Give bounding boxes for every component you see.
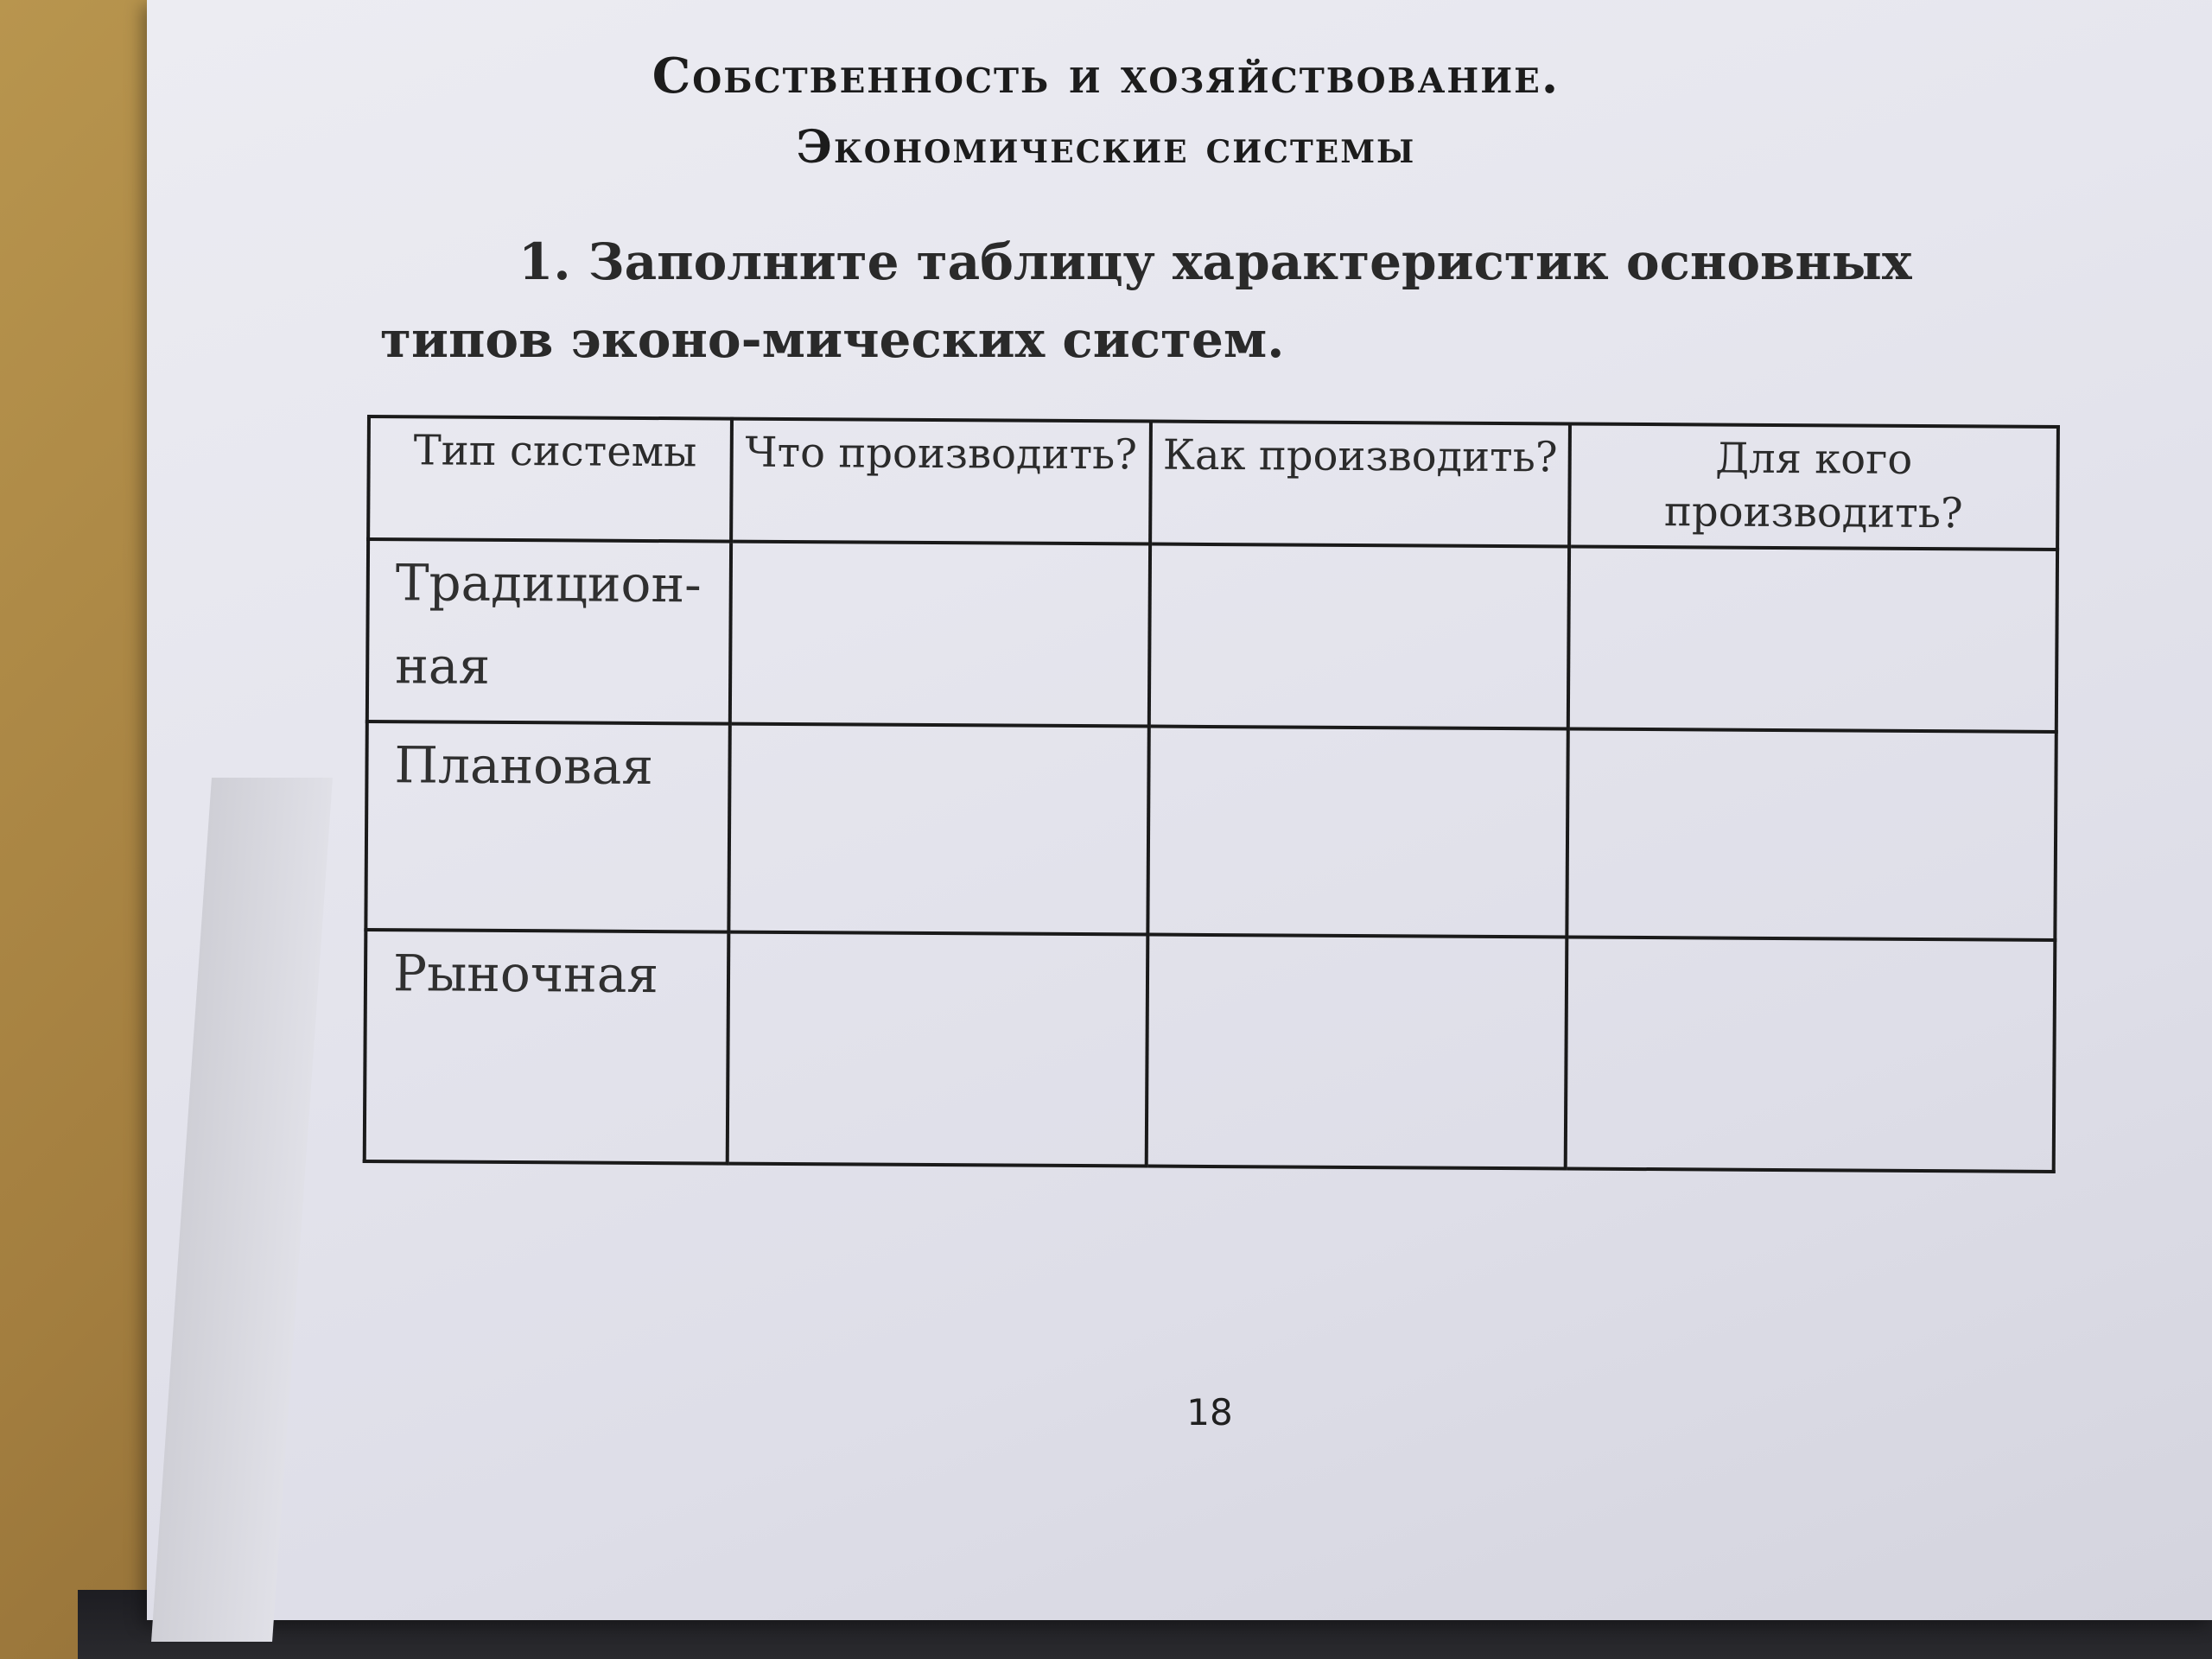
section-title-line-1: Собственность и хозяйствование. bbox=[652, 48, 1560, 105]
answer-cell-planned-for-whom[interactable] bbox=[1567, 728, 2056, 939]
answer-cell-traditional-how[interactable] bbox=[1149, 544, 1569, 729]
header-how-to-produce: Как производить? bbox=[1150, 422, 1570, 547]
page-number: 18 bbox=[1186, 1391, 1233, 1433]
answer-cell-planned-what[interactable] bbox=[728, 724, 1148, 935]
answer-cell-planned-how[interactable] bbox=[1147, 727, 1567, 938]
table-header-row bbox=[368, 416, 2058, 550]
table-row bbox=[367, 539, 2057, 732]
row-label-planned: Плановая bbox=[365, 721, 729, 932]
task-instruction: 1. Заполните таблицу характеристик основных типов эконо-мических систем. bbox=[380, 232, 1912, 369]
economic-systems-table bbox=[363, 415, 2060, 1173]
answer-cell-traditional-what[interactable] bbox=[730, 542, 1150, 727]
section-title-line-2: Экономические системы bbox=[796, 121, 1416, 174]
header-for-whom-to-produce: Для кого производить? bbox=[1569, 424, 2058, 550]
table-row bbox=[365, 721, 2056, 940]
header-what-to-produce: Что производить? bbox=[731, 419, 1151, 544]
header-system-type: Тип системы bbox=[368, 416, 732, 542]
answer-cell-traditional-for-whom[interactable] bbox=[1568, 547, 2057, 732]
answer-cell-market-how[interactable] bbox=[1147, 935, 1567, 1169]
page-fold bbox=[151, 778, 333, 1642]
answer-cell-market-what[interactable] bbox=[728, 932, 1148, 1166]
answer-cell-market-for-whom[interactable] bbox=[1566, 937, 2056, 1171]
table-row bbox=[365, 930, 2056, 1172]
row-label-market: Рыночная bbox=[365, 930, 729, 1164]
row-label-traditional: Традицион-ная bbox=[367, 539, 731, 724]
